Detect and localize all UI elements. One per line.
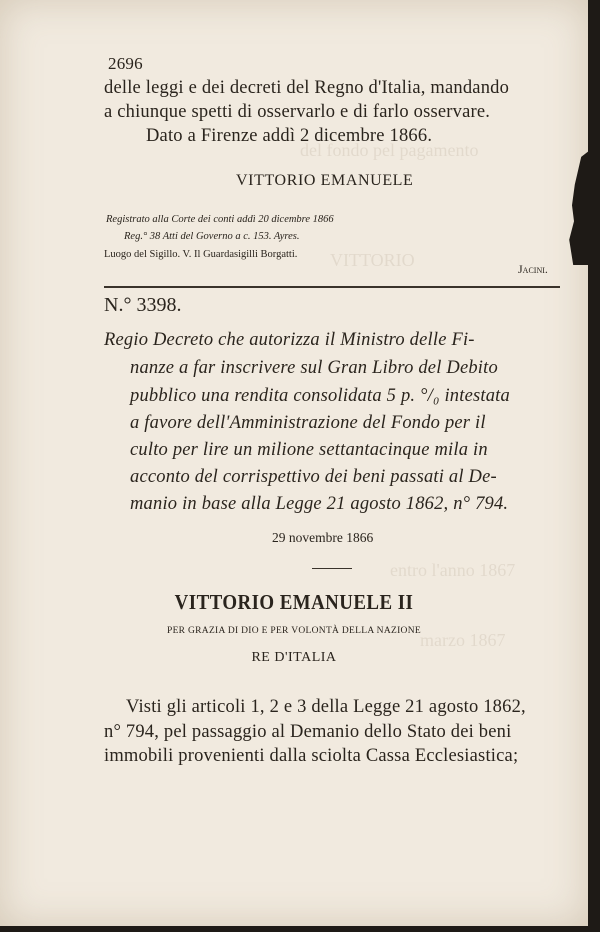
re-ditalia: RE D'ITALIA bbox=[251, 650, 337, 665]
signature-king: VITTORIO EMANUELE bbox=[236, 172, 414, 189]
bleed-through-text: marzo 1867 bbox=[420, 630, 506, 650]
decree-title-line: Regio Decreto che autorizza il Ministro delle Fi- bbox=[104, 330, 475, 350]
divider bbox=[104, 286, 560, 288]
decree-title-line: acconto del corrispettivo dei beni passati al De- bbox=[130, 467, 497, 487]
decree-number: N.° 3398. bbox=[104, 294, 182, 316]
grace-formula: PER GRAZIA DI DIO E PER VOLONTÀ DELLA NAZIONE bbox=[167, 626, 421, 636]
registration-line: Registrato alla Corte dei conti addì 20 dicembre 1866 bbox=[106, 214, 334, 225]
bleed-through-text: VITTORIO bbox=[330, 250, 415, 270]
torn-edge bbox=[550, 150, 588, 265]
text-line: a chiunque spetti di osservarlo e di farlo osservare. bbox=[104, 102, 491, 122]
page-number: 2696 bbox=[108, 54, 143, 73]
text-line: delle leggi e dei decreti del Regno d'Italia, mandando bbox=[104, 78, 510, 98]
decree-title-line: a favore dell'Amministrazione del Fondo per il bbox=[130, 413, 486, 433]
dated-line: Dato a Firenze addì 2 dicembre 1866. bbox=[146, 126, 433, 146]
countersignature: Jacini. bbox=[518, 262, 548, 276]
bleed-through-text: del fondo pel pagamento bbox=[300, 140, 479, 160]
decree-title-line: nanze a far inscrivere sul Gran Libro del Debito bbox=[130, 358, 498, 378]
decree-title-line: culto per lire un milione settantacinque mila in bbox=[130, 440, 488, 460]
registration-line: Reg.° 38 Atti del Governo a c. 153. Ayres. bbox=[124, 231, 300, 242]
seal-line: Luogo del Sigillo. V. Il Guardasigilli Borgatti. bbox=[104, 249, 298, 260]
body-line: n° 794, pel passaggio al Demanio dello Stato dei beni bbox=[104, 722, 512, 742]
decree-date: 29 novembre 1866 bbox=[272, 530, 374, 545]
short-divider bbox=[312, 568, 352, 569]
body-line: Visti gli articoli 1, 2 e 3 della Legge 21 agosto 1862, bbox=[126, 697, 526, 717]
bleed-through-text: entro l'anno 1867 bbox=[390, 560, 516, 580]
decree-title-line: manio in base alla Legge 21 agosto 1862, n° 794. bbox=[130, 494, 509, 514]
body-line: immobili provenienti dalla sciolta Cassa Ecclesiastica; bbox=[104, 746, 519, 766]
king-title: VITTORIO EMANUELE II bbox=[174, 590, 414, 614]
decree-title-line: pubblico una rendita consolidata 5 p. °/₀ intestata bbox=[130, 386, 510, 406]
